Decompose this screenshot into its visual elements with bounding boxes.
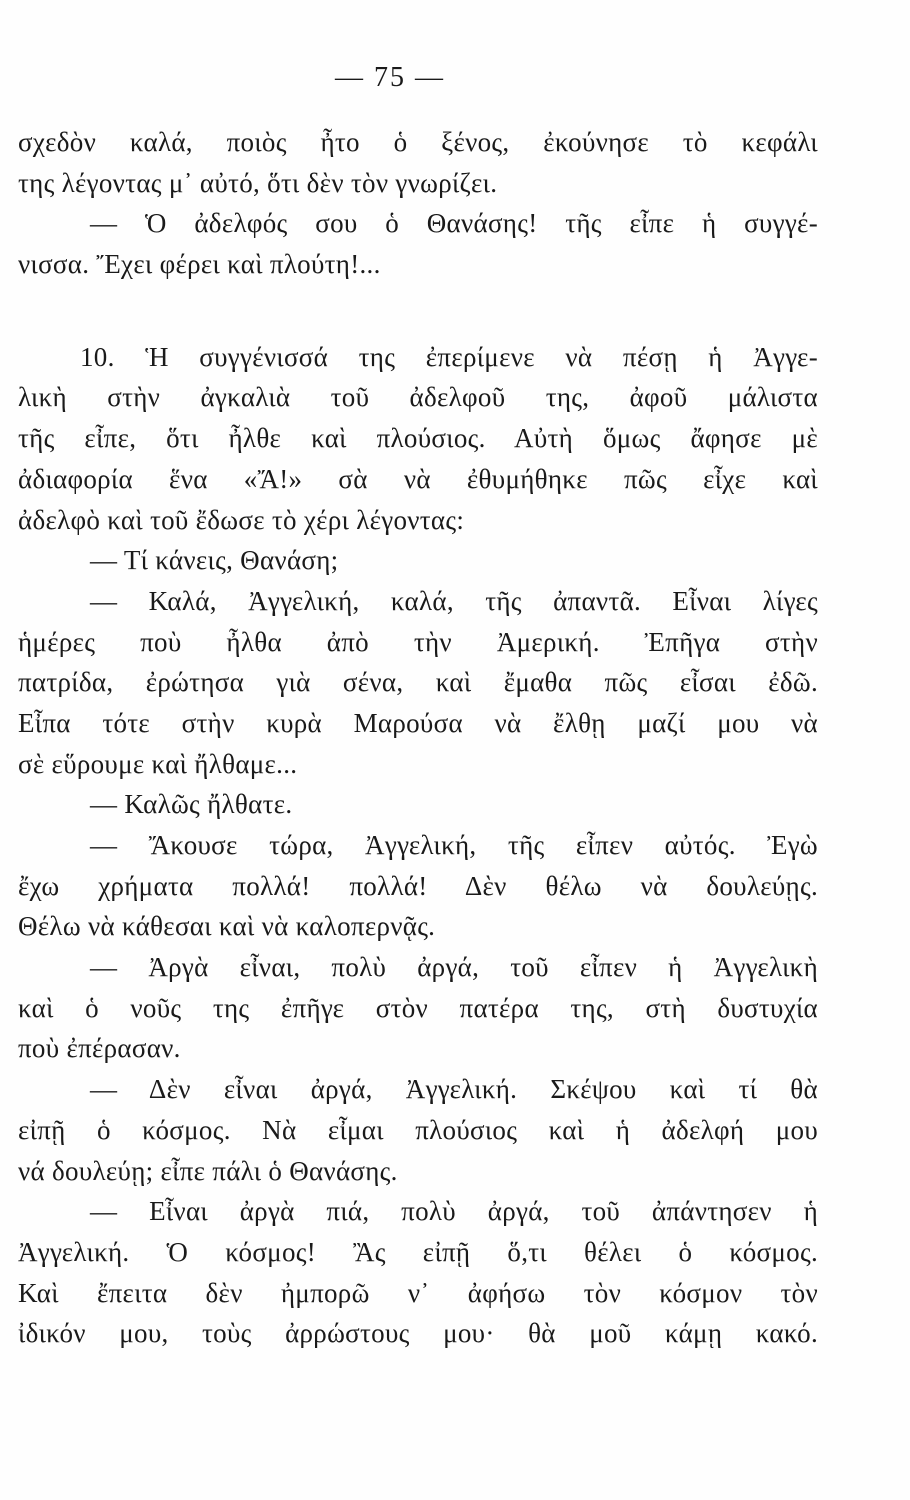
- text-line: — Δὲν εἶναι ἀργά, Ἀγγελική. Σκέψου καὶ τί θὰ: [90, 1074, 818, 1105]
- text-line: — Ἀργὰ εἶναι, πολὺ ἀργά, τοῦ εἶπεν ἡ Ἀγγελικὴ: [90, 952, 818, 983]
- text-line: 10. Ἡ συγγένισσά της ἐπερίμενε νὰ πέσῃ ἡ Ἀγγε-: [80, 341, 818, 372]
- text-line: καὶ ὁ νοῦς της ἐπῆγε στὸν πατέρα της, στὴ δυστυχία: [18, 992, 818, 1023]
- text-line: — Καλά, Ἀγγελική, καλά, τῆς ἀπαντᾶ. Εἶναι λίγες: [90, 585, 818, 616]
- text-line: λικὴ στὴν ἀγκαλιὰ τοῦ ἀδελφοῦ της, ἀφοῦ μάλιστα: [18, 382, 818, 413]
- section-gap: [18, 285, 818, 337]
- text-line: ἔχω χρήματα πολλά! πολλά! Δὲν θέλω νὰ δουλεύῃς.: [18, 870, 818, 901]
- text-line: Καὶ ἔπειτα δὲν ἠμπορῶ ν᾽ ἀφήσω τὸν κόσμον τὸν: [18, 1277, 818, 1308]
- text-line: Εἶπα τότε στὴν κυρὰ Μαρούσα νὰ ἔλθῃ μαζί μου νὰ: [18, 707, 818, 738]
- text-line: νισσα. Ἔχει φέρει καὶ πλούτη!...: [18, 249, 381, 280]
- text-line: ἀδιαφορία ἕνα «Ἄ!» σὰ νὰ ἐθυμήθηκε πῶς εἶχε καὶ: [18, 463, 818, 494]
- text-line: Ἀγγελική. Ὁ κόσμος! Ἂς εἰπῇ ὅ,τι θέλει ὁ κόσμος.: [18, 1236, 818, 1267]
- text-line: ποὺ ἐπέρασαν.: [18, 1033, 181, 1064]
- text-line: — Εἶναι ἀργὰ πιά, πολὺ ἀργά, τοῦ ἀπάντησεν ἡ: [90, 1196, 818, 1227]
- text-line: σὲ εὕρουμε καὶ ἤλθαμε...: [18, 748, 298, 779]
- text-line: ἰδικόν μου, τοὺς ἀρρώστους μου· θὰ μοῦ κάμῃ κακό.: [18, 1318, 818, 1349]
- text-line: — Ἄκουσε τώρα, Ἀγγελική, τῆς εἶπεν αὐτός. Ἐγὼ: [90, 830, 818, 860]
- text-line: ἡμέρες ποὺ ἦλθα ἀπὸ τὴν Ἀμερική. Ἐπῆγα στὴν: [18, 626, 818, 657]
- text-line: ἀδελφὸ καὶ τοῦ ἔδωσε τὸ χέρι λέγοντας:: [18, 504, 465, 535]
- text-line: — Τί κάνεις, Θανάση;: [90, 545, 339, 576]
- text-line: εἰπῇ ὁ κόσμος. Νὰ εἶμαι πλούσιος καὶ ἡ ἀδελφή μου: [18, 1114, 818, 1145]
- text-line: σχεδὸν καλά, ποιὸς ἦτο ὁ ξένος, ἐκούνησε τὸ κεφάλι: [18, 127, 818, 157]
- body-text: [18, 122, 818, 1354]
- text-line: — Ὁ ἀδελφός σου ὁ Θανάσης! τῆς εἶπε ἡ συγγέ-: [90, 208, 818, 239]
- text-line: πατρίδα, ἐρώτησα γιὰ σένα, καὶ ἔμαθα πῶς εἶσαι ἐδῶ.: [18, 667, 818, 698]
- text-line: Θέλω νὰ κάθεσαι καὶ νὰ καλοπερνᾷς.: [18, 911, 436, 942]
- text-line: της λέγοντας μ᾽ αὐτό, ὅτι δὲν τὸν γνωρίζει.: [18, 167, 498, 198]
- text-line: — Καλῶς ἤλθατε.: [90, 789, 293, 820]
- text-line: νά δουλεύῃ; εἶπε πάλι ὁ Θανάσης.: [18, 1155, 398, 1186]
- page-number: — 75 —: [335, 62, 445, 93]
- text-line: τῆς εἶπε, ὅτι ἦλθε καὶ πλούσιος. Αὐτὴ ὅμως ἄφησε μὲ: [18, 423, 818, 454]
